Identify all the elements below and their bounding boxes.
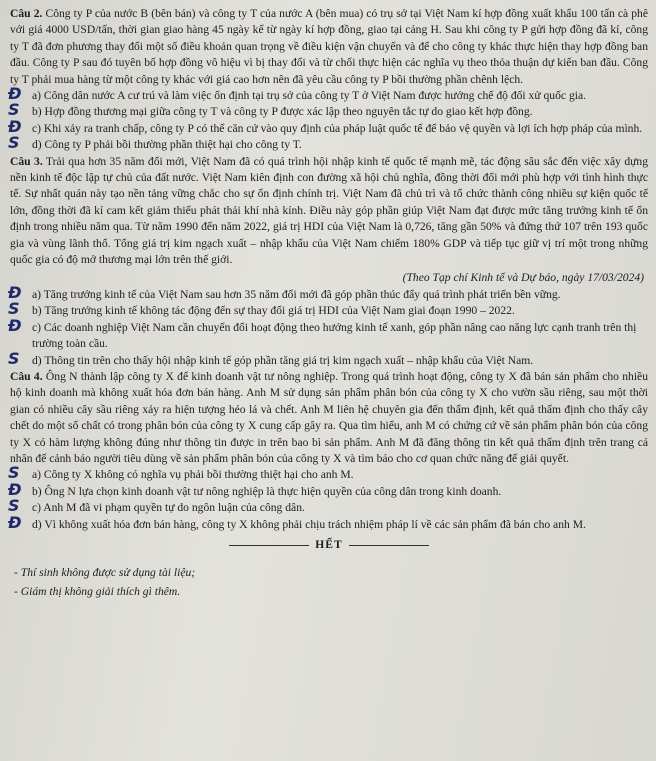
option-item bbox=[8, 479, 648, 500]
handwritten-mark: S bbox=[8, 299, 20, 319]
handwritten-mark: Đ bbox=[8, 84, 22, 104]
option-text: a) Công dân nước A cư trú và làm việc ổn định tại trụ sở của công ty T ở Việt Nam được hưởng chế độ đối xử quốc gia. bbox=[32, 89, 587, 103]
option-text: d) Vì không xuất hóa đơn bán hàng, công ty X không phải chịu trách nhiệm pháp lí về các sản phẩm đã bán cho anh M. bbox=[32, 517, 586, 531]
handwritten-mark: S bbox=[8, 133, 20, 153]
divider-left bbox=[229, 545, 309, 546]
question-4-stem: Câu 4. Ông N thành lập công ty X để kinh doanh vật tư nông nghiệp. Trong quá trình hoạt động, công ty X đã bán sản phẩm cho nhiều hộ kinh doanh mà không xuất hóa đơn bán hàng. Anh M sử dụng sản phẩm phân bón của công ty X cho vườn sầu riêng, sau một thời gian có nhiều cây sầu riêng xảy ra hiện tượng héo lá và chết. Anh M liên hệ chuyên gia đến thẩm định, kết quả thẩm định cho thấy cây chết do một số chất có trong phân bón của công ty X cung cấp gây ra. Qua tìm hiểu, anh M có chứng cứ về sản phẩm phân bón của công ty X có hàm lượng không đúng như thông tin được in trên bao bì sản phẩm. Anh M đã đăng thông tin kết quả thẩm định trên trang cá nhân để cảnh báo người tiêu dùng về sản phẩm phân bón của công ty X và tìm báo cho cơ quan chức năng để giải quyết. bbox=[10, 369, 648, 465]
option-item bbox=[8, 84, 648, 104]
option-text: a) Công ty X không có nghĩa vụ phải bồi thường thiệt hại cho anh M. bbox=[32, 468, 354, 482]
option-item bbox=[8, 100, 648, 120]
divider-right bbox=[349, 545, 429, 546]
option-item bbox=[8, 512, 648, 533]
option-item bbox=[8, 299, 648, 319]
handwritten-mark: S bbox=[8, 100, 20, 120]
question-number: Câu 4. bbox=[10, 369, 43, 383]
option-text: d) Thông tin trên cho thấy hội nhập kinh tế góp phần tăng giá trị kim ngạch xuất – nhập khẩu của Việt Nam. bbox=[32, 353, 534, 367]
handwritten-mark: Đ bbox=[8, 282, 22, 302]
option-text: b) Ông N lựa chọn kinh doanh vật tư nông nghiệp là thực hiện quyền của công dân trong kinh doanh. bbox=[32, 484, 502, 498]
note-line: - Thí sinh không được sử dụng tài liệu; bbox=[14, 566, 196, 580]
question-3-options bbox=[8, 282, 648, 369]
option-text: c) Các doanh nghiệp Việt Nam cần chuyển đổi hoạt động theo hướng kinh tế xanh, góp phần nâng cao năng lực cạnh tranh trên thị trường toàn cầu. bbox=[32, 320, 637, 351]
source-citation: (Theo Tạp chí Kinh tế và Dự báo, ngày 17/03/2024) bbox=[402, 270, 644, 284]
end-label: HẾT bbox=[315, 538, 343, 551]
option-text: c) Khi xảy ra tranh chấp, công ty P có thể căn cứ vào quy định của pháp luật quốc tế để bảo vệ quyền và lợi ích hợp pháp của mình. bbox=[32, 121, 643, 135]
option-text: a) Tăng trưởng kinh tế của Việt Nam sau hơn 35 năm đổi mới đã góp phần thúc đẩy quá trình phát triển bền vững. bbox=[32, 287, 561, 301]
option-text: c) Anh M đã vi phạm quyền tự do ngôn luận của công dân. bbox=[32, 501, 305, 515]
question-4-options bbox=[8, 463, 648, 533]
option-item bbox=[8, 282, 648, 303]
option-item bbox=[8, 463, 648, 483]
option-item bbox=[8, 133, 648, 153]
handwritten-mark: S bbox=[8, 348, 20, 368]
handwritten-mark: Đ bbox=[8, 512, 22, 532]
option-item bbox=[8, 348, 648, 369]
question-2-options bbox=[8, 84, 648, 154]
option-text: d) Công ty P phải bồi thường phần thiệt hại cho công ty T. bbox=[32, 138, 302, 152]
handwritten-mark: Đ bbox=[8, 479, 22, 499]
handwritten-mark: Đ bbox=[8, 315, 22, 335]
question-3-stem: Câu 3. Trải qua hơn 35 năm đổi mới, Việt Nam đã có quá trình hội nhập kinh tế quốc tế mạnh mẽ, tác động sâu sắc đến việc xây dựng nền kinh tế độc lập tự chủ của đất nước. Việt Nam kiên định con đường xã hội chủ nghĩa, đồng thời đổi mới phù hợp với tình hình thực tế. Sự nhất quán này tạo nền tảng vững chắc cho sự ổn định chính trị. Việt Nam đã chủ trì và tổ chức thành công nhiều sự kiện quốc tế lớn, đồng thời đã kí cam kết giảm thiểu phát thải khí nhà kính. Điều này góp phần giúp Việt Nam đạt được mức tăng trưởng kinh tế ổn định trong nhiều năm qua. Từ năm 1990 đến năm 2022, giá trị HDI của Việt Nam là 0,726, tăng gần 50% và đứng thứ 107 trên 193 quốc gia và vùng lãnh thổ. Tổng giá trị kim ngạch xuất – nhập khẩu của Việt Nam chiếm 180% GDP và tiếp tục giữ vị trí một trong những quốc gia có độ mở thương mại lớn trên thế giới. bbox=[10, 154, 649, 267]
option-text: b) Tăng trưởng kinh tế không tác động đến sự thay đổi giá trị HDI của Việt Nam giai đoạn 1990 – 2022. bbox=[32, 304, 515, 318]
option-item bbox=[8, 116, 648, 137]
end-marker bbox=[10, 537, 648, 553]
option-item bbox=[8, 315, 648, 353]
option-item bbox=[8, 496, 648, 516]
question-number: Câu 2. bbox=[10, 7, 43, 20]
question-2-stem: Câu 2. Công ty P của nước B (bên bán) và công ty T của nước A (bên mua) có trụ sở tại Việt Nam kí hợp đồng xuất khẩu 100 tấn cà phê với giá 4000 USD/tấn, thời gian giao hàng 45 ngày kể từ ngày kí hợp đồng, giao tại cảng H. Sau khi công ty P gửi hợp đồng đã kí, công ty T đã đơn phương thay đổi một số điều khoản quan trọng về điều kiện vận chuyển và để cho công ty khác thực hiện thay hợp đồng ban đầu. Công ty P sau đó tuyên bố hợp đồng vô hiệu vì bị thay đổi và từ chối thực hiện các nghĩa vụ theo thỏa thuận dự kiến ban đầu. Công ty T phải mua hàng từ một công ty khác với giá cao hơn nên đã yêu cầu công ty P bồi thường phần chênh lệch. bbox=[10, 7, 648, 86]
handwritten-mark: S bbox=[8, 496, 20, 516]
question-number: Câu 3. bbox=[10, 154, 43, 168]
handwritten-mark: S bbox=[8, 463, 20, 483]
option-text: b) Hợp đồng thương mại giữa công ty T và công ty P được xác lập theo nguyên tắc tự do giao kết hợp đồng. bbox=[32, 105, 533, 119]
handwritten-mark: Đ bbox=[8, 116, 22, 136]
note-line: - Giám thị không giải thích gì thêm. bbox=[14, 584, 181, 598]
